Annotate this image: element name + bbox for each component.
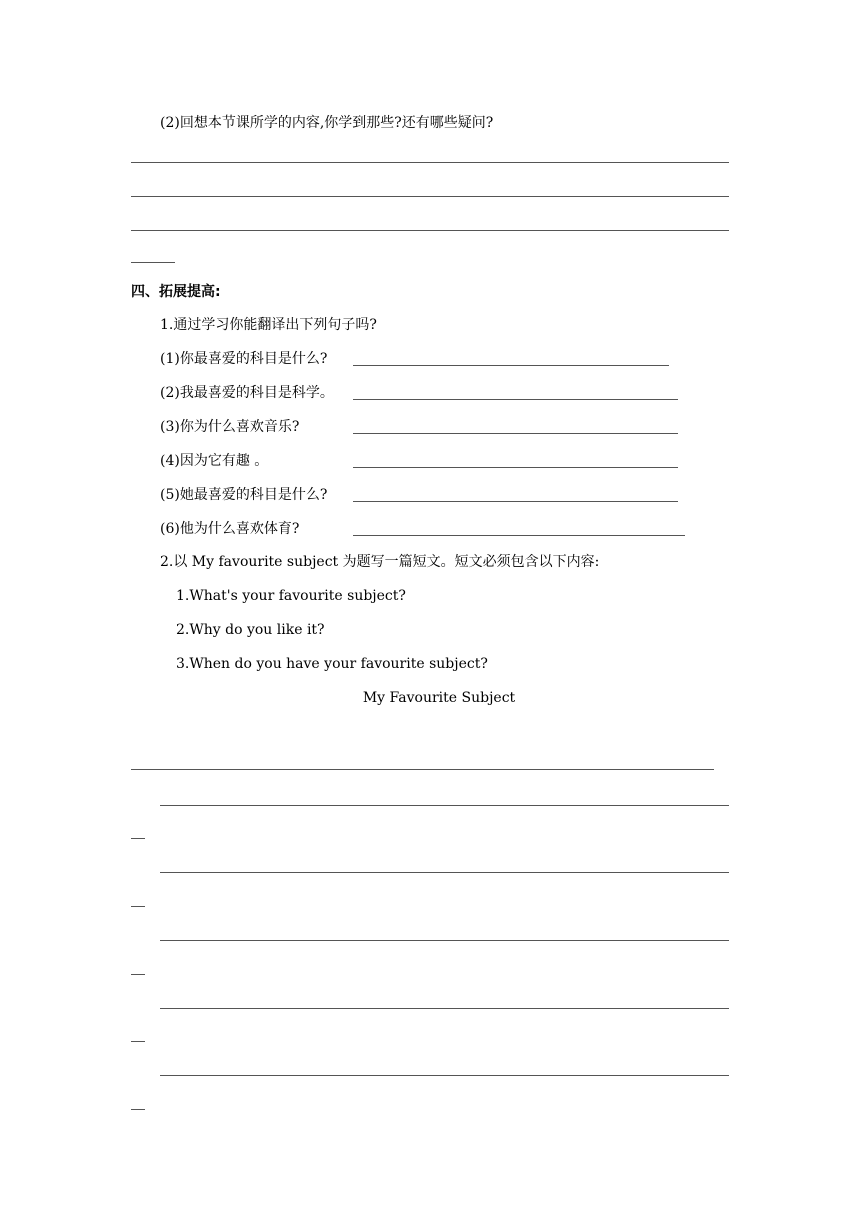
translation-item: (4)因为它有趣 。	[160, 453, 269, 469]
task2-prompt: 2.以 My favourite subject 为题写一篇短文。短文必须包含以下内容:	[160, 554, 600, 570]
translation-blank[interactable]	[353, 467, 678, 468]
essay-title: My Favourite Subject	[362, 690, 516, 706]
essay-line-end	[131, 838, 145, 839]
writing-point: 3.When do you have your favourite subject?	[176, 656, 488, 672]
translation-item: (5)她最喜爱的科目是什么?	[160, 487, 328, 503]
translation-item: (3)你为什么喜欢音乐?	[160, 419, 300, 435]
translation-item: (1)你最喜爱的科目是什么?	[160, 351, 328, 367]
translation-item: (2)我最喜爱的科目是科学。	[160, 385, 334, 401]
translation-blank[interactable]	[353, 501, 678, 502]
essay-line-end	[131, 1041, 145, 1042]
section-heading: 四、拓展提高:	[131, 284, 221, 300]
essay-line-end	[131, 974, 145, 975]
translation-blank[interactable]	[353, 365, 669, 366]
essay-line[interactable]	[160, 1075, 729, 1076]
task1-prompt: 1.通过学习你能翻译出下列句子吗?	[160, 317, 377, 333]
essay-line[interactable]	[160, 872, 729, 873]
essay-line[interactable]	[131, 769, 714, 770]
essay-line[interactable]	[160, 940, 729, 941]
writing-point: 1.What's your favourite subject?	[176, 588, 406, 604]
translation-blank[interactable]	[353, 399, 678, 400]
answer-line-end[interactable]	[131, 262, 175, 263]
translation-blank[interactable]	[353, 433, 678, 434]
answer-line[interactable]	[131, 230, 729, 231]
essay-line-end	[131, 1109, 145, 1110]
translation-blank[interactable]	[353, 535, 685, 536]
essay-line[interactable]	[160, 1008, 729, 1009]
essay-line[interactable]	[160, 805, 729, 806]
answer-line[interactable]	[131, 196, 729, 197]
answer-line[interactable]	[131, 162, 729, 163]
reflection-question: (2)回想本节课所学的内容,你学到那些?还有哪些疑问?	[160, 115, 494, 131]
essay-line-end	[131, 906, 145, 907]
writing-point: 2.Why do you like it?	[176, 622, 325, 638]
translation-item: (6)他为什么喜欢体育?	[160, 521, 300, 537]
